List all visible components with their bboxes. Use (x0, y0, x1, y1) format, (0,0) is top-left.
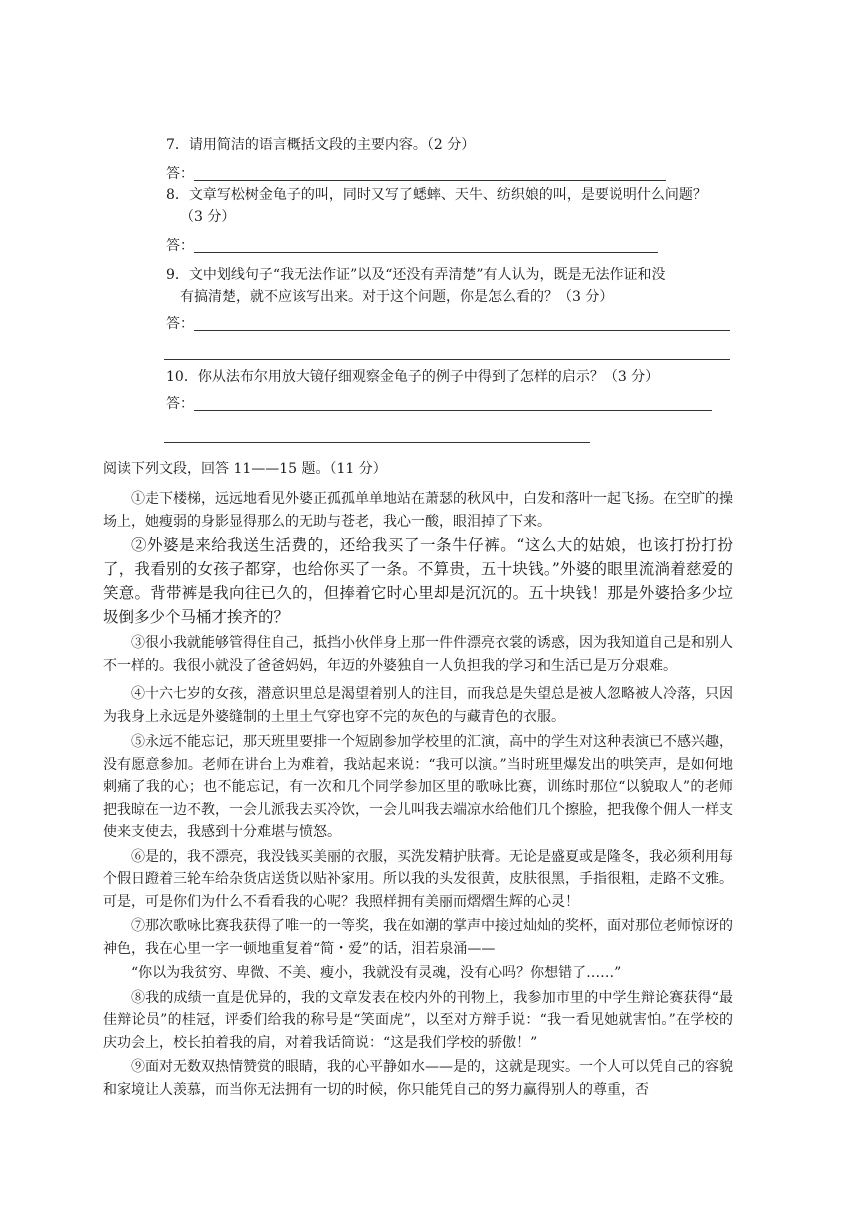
paragraph-2: ②外婆是来给我送生活费的，还给我买了一条牛仔裤。“这么大的姑娘，也该打扮打扮了，我看别的女孩子都穿，也给你买了一条。不算贵，五十块钱。”外婆的眼里流淌着慈爱的笑意。背带裤是我向往已久的，但捧着它时心里却是沉沉的。五十块钱！那是外婆拾多少垃圾倒多少个马桶才挨齐的？ (103, 536, 733, 626)
answer-line[interactable] (194, 252, 658, 253)
reading-passage (103, 488, 733, 1101)
answer-label-9: 答： (166, 316, 194, 332)
answer-line[interactable] (194, 330, 730, 331)
answer-label-8: 答： (166, 238, 194, 254)
question-7 (166, 134, 475, 156)
question-number: 9． (166, 267, 189, 283)
paragraph-3: ③很小我就能够管得住自己，抵挡小伙伴身上那一件件漂亮衣裳的诱惑，因为我知道自己是和别人不一样的。我很小就没了爸爸妈妈，年迈的外婆独自一人负担我的学习和生活已是万分艰难。 (103, 635, 733, 674)
answer-line[interactable] (164, 359, 730, 360)
question-text-continued: （3 分） (180, 209, 236, 225)
answer-label-10: 答： (166, 396, 194, 412)
question-text: 你从法布尔用放大镜仔细观察金龟子的例子中得到了怎样的启示？（3 分） (197, 369, 660, 385)
question-9 (166, 264, 736, 308)
quote-jane-eyre: “你以为我贫穷、卑微、不美、瘦小，我就没有灵魂，没有心吗？你想错了……” (131, 965, 622, 981)
question-number: 7． (166, 137, 189, 153)
paragraph-8: ⑧我的成绩一直是优异的，我的文章发表在校内外的刊物上，我参加市里的中学生辩论赛获得“最佳辩论员”的桂冠，评委们给我的称号是“笑面虎”，以至对方辩手说：“我一看见她就害怕。”在学校的庆功会上，校长拍着我的肩，对着我话筒说：“这是我们学校的骄傲！” (103, 989, 733, 1051)
answer-line[interactable] (194, 410, 712, 411)
question-text: 文章写松树金龟子的叫，同时又写了蟋蟀、天牛、纺织娘的叫，是要说明什么问题？ (188, 187, 707, 203)
question-number: 10． (166, 369, 198, 385)
paragraph-6: ⑥是的，我不漂亮，我没钱买美丽的衣服，买洗发精护肤膏。无论是盛夏或是隆冬，我必须利用每个假日蹬着三轮车给杂货店送货以贴补家用。所以我的头发很黄，皮肤很黑，手指很粗，走路不文雅。可是，可是你们为什么不看看我的心呢？我照样拥有美丽而熠熠生辉的心灵！ (103, 848, 733, 910)
question-10 (166, 366, 736, 388)
question-number: 8． (166, 187, 189, 203)
paragraph-4: ④十六七岁的女孩，潜意识里总是渴望着别人的注目，而我总是失望总是被人忽略被人冷落，只因为我身上永远是外婆缝制的土里土气穿也穿不完的灰色的与藏青色的衣服。 (103, 686, 733, 725)
answer-line[interactable] (194, 180, 666, 181)
paragraph-5: ⑤永远不能忘记，那天班里要排一个短剧参加学校里的汇演，高中的学生对这种表演已不感兴趣，没有愿意参加。老师在讲台上为难着，我站起来说：“我可以演。”当时班里爆发出的哄笑声，是如何地刺痛了我的心；也不能忘记，有一次和几个同学参加区里的歌咏比赛，训练时那位“以貌取人”的老师把我晾在一边不教，一会儿派我去买冷饮，一会儿叫我去端凉水给他们几个擦脸，把我像个佣人一样支使来支使去，我感到十分难堪与愤怒。 (103, 734, 733, 840)
answer-line[interactable] (164, 442, 590, 443)
section-intro: 阅读下列文段，回答 11——15 题。（11 分） (103, 461, 387, 477)
question-text-continued: 有搞清楚，就不应该写出来。对于这个问题，你是怎么看的？（3 分） (180, 289, 614, 305)
paragraph-7: ⑦那次歌咏比赛我获得了唯一的一等奖，我在如潮的掌声中接过灿灿的奖杯，面对那位老师惊讶的神色，我在心里一字一顿地重复着“简・爱”的话，泪若泉涌—— (103, 918, 733, 957)
question-8 (166, 184, 736, 228)
answer-label-7: 答： (166, 166, 194, 182)
paragraph-1: ①走下楼梯，远远地看见外婆正孤孤单单地站在萧瑟的秋风中，白发和落叶一起飞扬。在空旷的操场上，她瘦弱的身影显得那么的无助与苍老，我心一酸，眼泪掉了下来。 (103, 491, 733, 530)
paragraph-9: ⑨面对无数双热情赞赏的眼睛，我的心平静如水——是的，这就是现实。一个人可以凭自己的容貌和家境让人羡慕，而当你无法拥有一切的时候，你只能凭自己的努力赢得别人的尊重，否 (103, 1059, 733, 1098)
question-text: 请用简洁的语言概括文段的主要内容。（2 分） (188, 137, 476, 153)
question-text: 文中划线句子“我无法作证”以及“还没有弄清楚”有人认为，既是无法作证和没 (188, 267, 666, 283)
